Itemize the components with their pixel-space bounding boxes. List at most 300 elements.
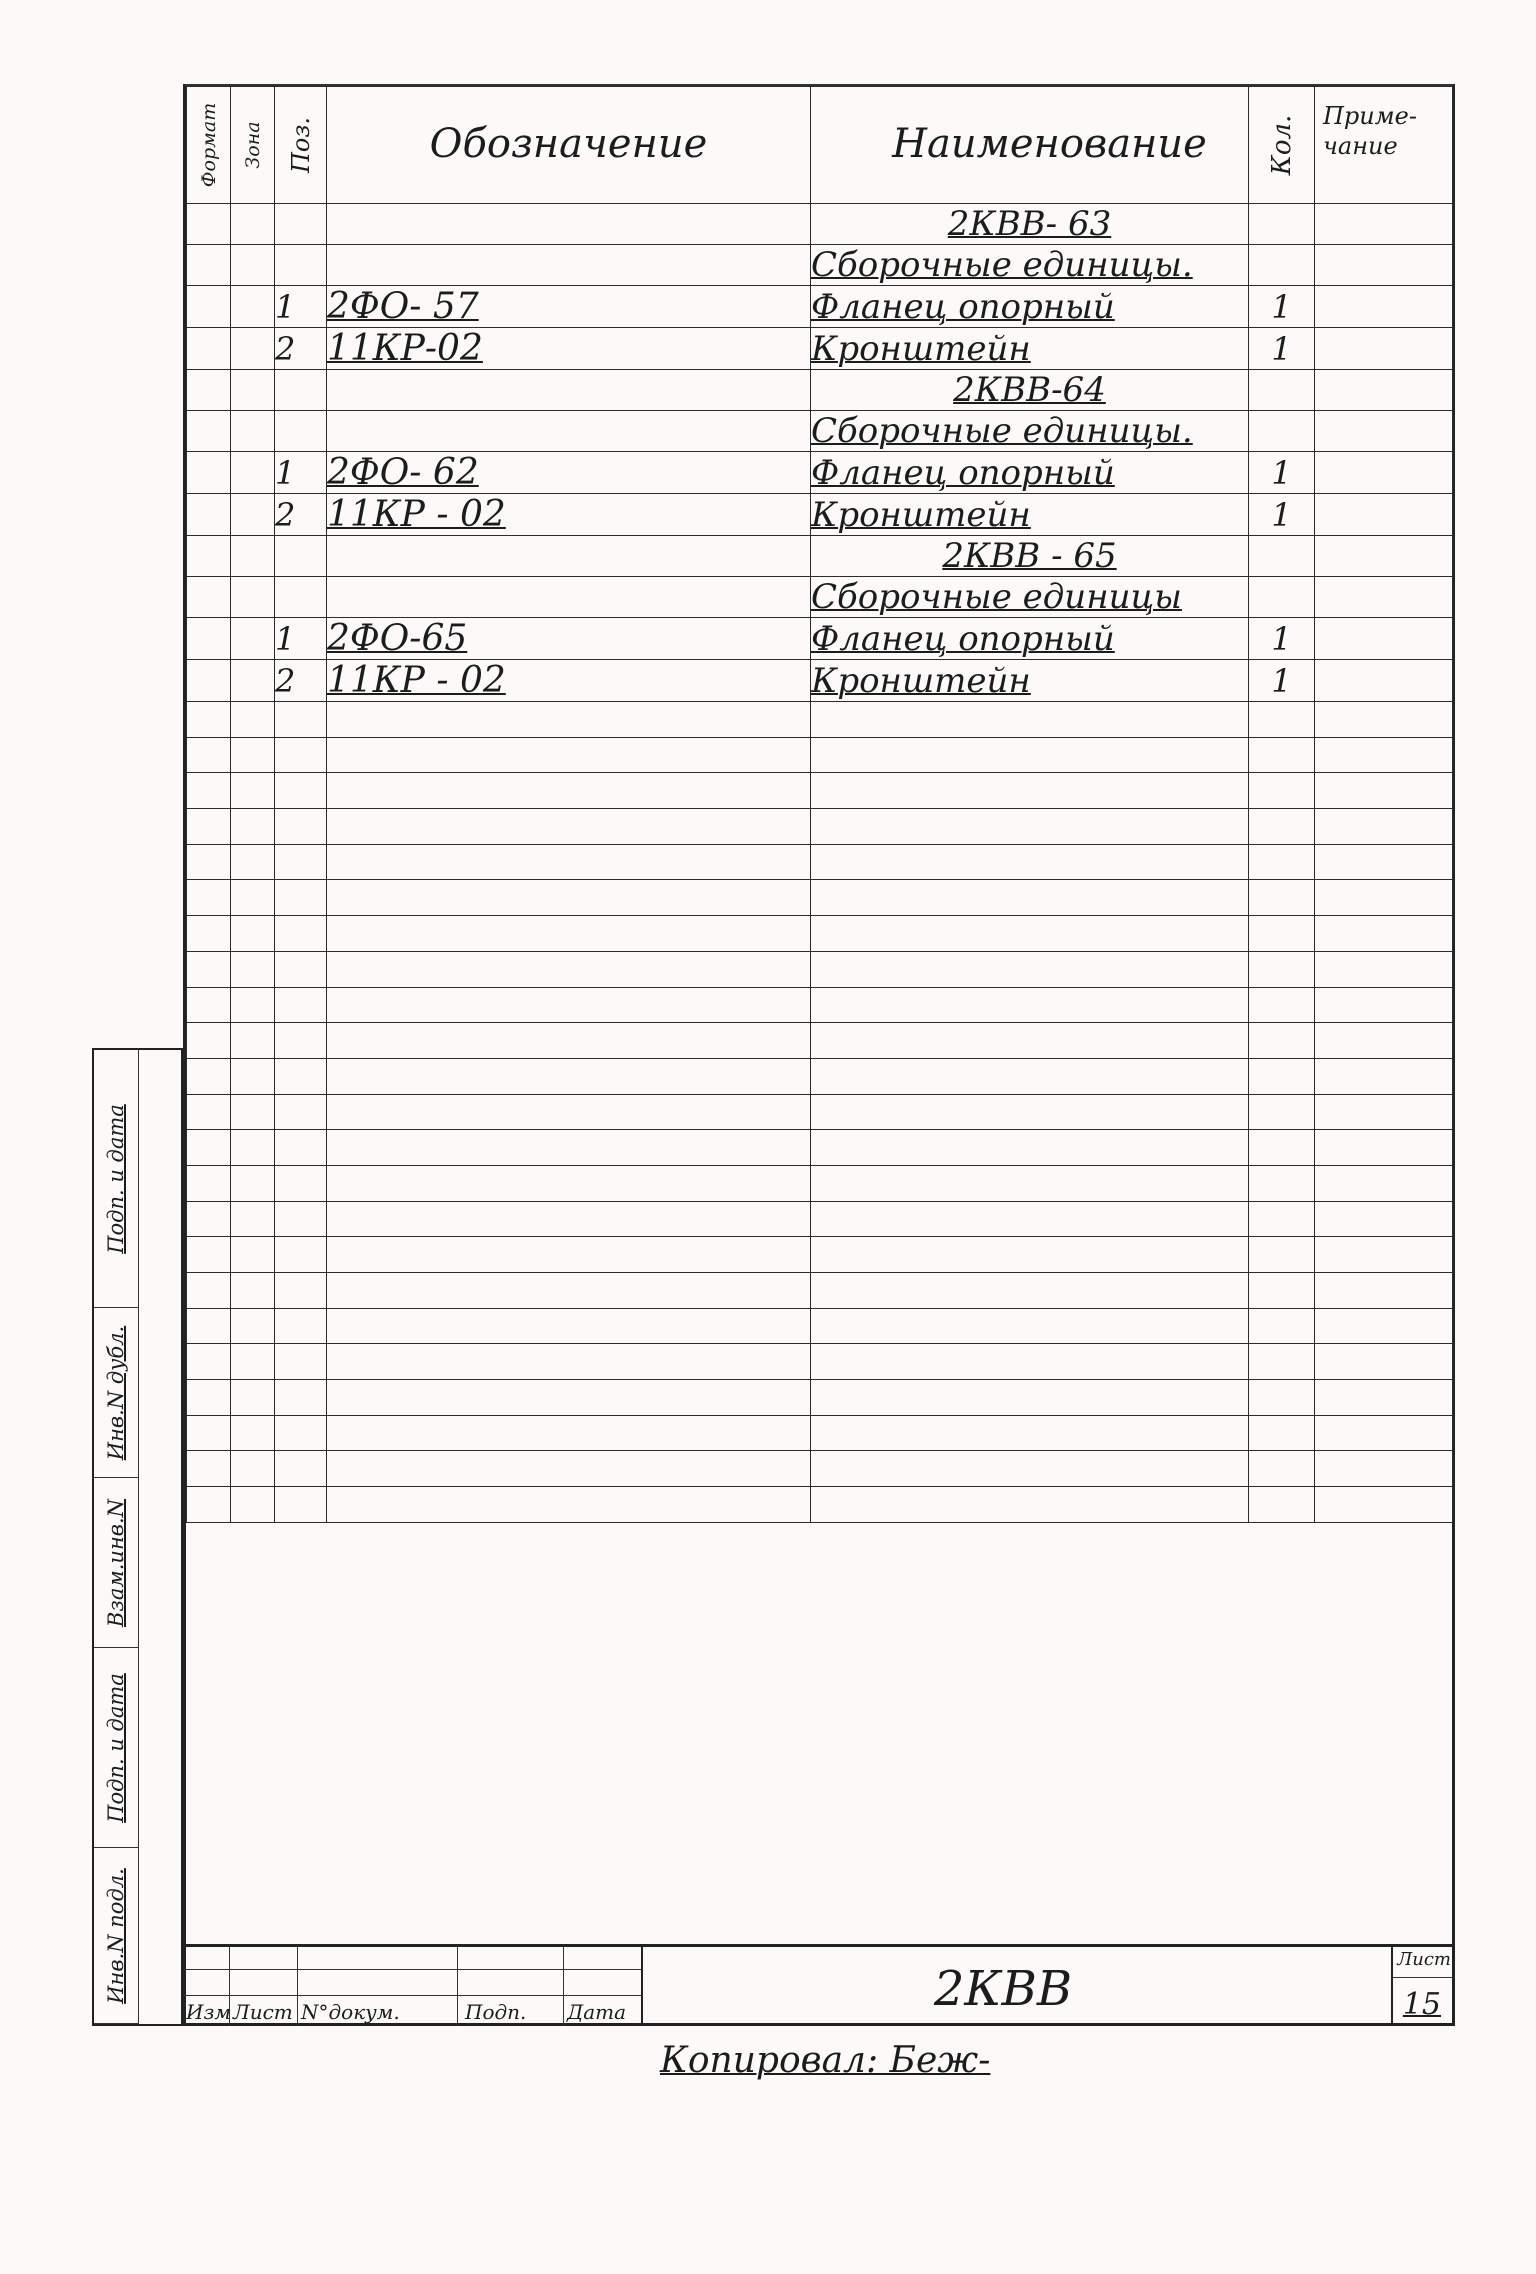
designation-cell [327, 1415, 811, 1451]
note-cell [1315, 536, 1453, 577]
zone-cell [231, 1273, 275, 1309]
qty-cell [1249, 1058, 1315, 1094]
format-cell [187, 1165, 231, 1201]
zone-cell [231, 916, 275, 952]
format-cell [187, 245, 231, 286]
format-cell [187, 880, 231, 916]
table-header-row [187, 87, 1453, 204]
zone-cell [231, 370, 275, 411]
format-cell [187, 1058, 231, 1094]
note-cell [1315, 1415, 1453, 1451]
name-cell [811, 987, 1249, 1023]
qty-cell [1249, 987, 1315, 1023]
sheet-number: 15 [1402, 1987, 1441, 2022]
zone-cell [231, 1130, 275, 1166]
pos-cell [275, 370, 327, 411]
pos-cell [275, 1130, 327, 1166]
format-cell [187, 660, 231, 702]
format-cell [187, 1344, 231, 1380]
zone-cell [231, 987, 275, 1023]
table-row [187, 702, 1453, 738]
name-cell [811, 880, 1249, 916]
note-cell [1315, 577, 1453, 618]
name-cell: Кронштейн [811, 328, 1249, 370]
designation-cell: 11КР-02 [327, 328, 811, 370]
designation-cell [327, 1237, 811, 1273]
pos-cell [275, 1344, 327, 1380]
table-row [187, 1130, 1453, 1166]
table-row [187, 411, 1453, 452]
name-cell: 2КВВ - 65 [811, 536, 1249, 577]
qty-cell [1249, 1201, 1315, 1237]
header-format: Формат [187, 87, 231, 204]
qty-cell: 1 [1249, 494, 1315, 536]
zone-cell [231, 494, 275, 536]
format-cell [187, 411, 231, 452]
note-cell [1315, 245, 1453, 286]
pos-cell [275, 773, 327, 809]
table-row [187, 204, 1453, 245]
zone-cell [231, 773, 275, 809]
table-row [187, 245, 1453, 286]
designation-cell [327, 1094, 811, 1130]
zone-cell [231, 951, 275, 987]
pos-cell: 2 [275, 660, 327, 702]
qty-cell [1249, 1487, 1315, 1523]
pos-cell [275, 1058, 327, 1094]
table-row [187, 1308, 1453, 1344]
qty-cell [1249, 1415, 1315, 1451]
qty-cell [1249, 1380, 1315, 1416]
table-row [187, 737, 1453, 773]
table-row [187, 1344, 1453, 1380]
designation-cell [327, 702, 811, 738]
strip-label: Подп. и дата [104, 1672, 128, 1823]
designation-cell [327, 916, 811, 952]
name-cell [811, 809, 1249, 845]
note-cell [1315, 880, 1453, 916]
note-cell [1315, 1451, 1453, 1487]
zone-cell [231, 204, 275, 245]
strip-label: Инв.N дубл. [104, 1325, 128, 1460]
pos-cell: 2 [275, 328, 327, 370]
format-cell [187, 452, 231, 494]
note-cell [1315, 1273, 1453, 1309]
zone-cell [231, 1380, 275, 1416]
note-cell [1315, 494, 1453, 536]
zone-cell [231, 702, 275, 738]
zone-cell [231, 1165, 275, 1201]
table-row [187, 951, 1453, 987]
format-cell [187, 809, 231, 845]
note-cell [1315, 618, 1453, 660]
label-doc-number: N°докум. [301, 2000, 400, 2024]
name-cell: Кронштейн [811, 660, 1249, 702]
note-cell [1315, 1344, 1453, 1380]
designation-cell [327, 987, 811, 1023]
designation-cell [327, 773, 811, 809]
note-cell [1315, 1380, 1453, 1416]
name-cell [811, 1130, 1249, 1166]
designation-cell: 11КР - 02 [327, 660, 811, 702]
pos-cell: 1 [275, 286, 327, 328]
specification-sheet [183, 84, 1455, 2026]
note-cell [1315, 951, 1453, 987]
qty-cell [1249, 1273, 1315, 1309]
name-cell: 2КВВ-64 [811, 370, 1249, 411]
format-cell [187, 1237, 231, 1273]
designation-cell [327, 577, 811, 618]
name-cell [811, 1058, 1249, 1094]
zone-cell [231, 660, 275, 702]
format-cell [187, 370, 231, 411]
note-cell [1315, 1130, 1453, 1166]
qty-cell [1249, 411, 1315, 452]
sheet-number-box [1391, 1947, 1455, 2026]
format-cell [187, 1094, 231, 1130]
note-cell [1315, 411, 1453, 452]
table-row [187, 1451, 1453, 1487]
document-code: 2КВВ [933, 1961, 1073, 2017]
note-cell [1315, 916, 1453, 952]
qty-cell [1249, 1023, 1315, 1059]
header-designation: Обозначение [327, 87, 811, 204]
pos-cell: 1 [275, 618, 327, 660]
strip-label: Инв.N подл. [104, 1867, 128, 2004]
table-row [187, 328, 1453, 370]
format-cell [187, 1415, 231, 1451]
header-pos: Поз. [275, 87, 327, 204]
qty-cell [1249, 1308, 1315, 1344]
designation-cell: 2ФО- 57 [327, 286, 811, 328]
pos-cell [275, 809, 327, 845]
format-cell [187, 1130, 231, 1166]
zone-cell [231, 1308, 275, 1344]
format-cell [187, 1023, 231, 1059]
name-cell: Кронштейн [811, 494, 1249, 536]
pos-cell [275, 951, 327, 987]
strip-field [94, 1478, 138, 1648]
zone-cell [231, 1237, 275, 1273]
strip-label: Подп. и дата [104, 1103, 128, 1254]
pos-cell [275, 916, 327, 952]
format-cell [187, 1308, 231, 1344]
designation-cell [327, 1380, 811, 1416]
designation-cell [327, 1130, 811, 1166]
strip-label: Взам.инв.N [104, 1498, 128, 1627]
strip-field [94, 1648, 138, 1848]
format-cell [187, 536, 231, 577]
name-cell [811, 737, 1249, 773]
qty-cell [1249, 916, 1315, 952]
zone-cell [231, 1344, 275, 1380]
designation-cell [327, 880, 811, 916]
label-change: Изм [186, 2000, 231, 2024]
table-row [187, 452, 1453, 494]
zone-cell [231, 536, 275, 577]
side-stamp-strip [92, 1048, 183, 2026]
pos-cell [275, 1273, 327, 1309]
table-row [187, 1487, 1453, 1523]
zone-cell [231, 245, 275, 286]
zone-cell [231, 809, 275, 845]
designation-cell [327, 737, 811, 773]
format-cell [187, 286, 231, 328]
table-row [187, 1201, 1453, 1237]
pos-cell [275, 1451, 327, 1487]
pos-cell [275, 844, 327, 880]
name-cell: Сборочные единицы. [811, 411, 1249, 452]
table-row [187, 1058, 1453, 1094]
qty-cell: 1 [1249, 660, 1315, 702]
header-zone: Зона [231, 87, 275, 204]
note-cell [1315, 370, 1453, 411]
designation-cell: 2ФО- 62 [327, 452, 811, 494]
format-cell [187, 702, 231, 738]
strip-field [94, 1050, 138, 1308]
specification-table [186, 86, 1453, 1523]
qty-cell [1249, 204, 1315, 245]
name-cell [811, 1023, 1249, 1059]
table-row [187, 1023, 1453, 1059]
designation-cell [327, 1201, 811, 1237]
qty-cell [1249, 1451, 1315, 1487]
format-cell [187, 773, 231, 809]
pos-cell [275, 204, 327, 245]
table-row [187, 1165, 1453, 1201]
format-cell [187, 328, 231, 370]
format-cell [187, 737, 231, 773]
zone-cell [231, 1415, 275, 1451]
designation-cell [327, 1165, 811, 1201]
name-cell [811, 844, 1249, 880]
pos-cell [275, 1094, 327, 1130]
title-block [183, 1944, 1455, 2026]
zone-cell [231, 618, 275, 660]
pos-cell [275, 245, 327, 286]
format-cell [187, 916, 231, 952]
designation-cell [327, 370, 811, 411]
name-cell [811, 773, 1249, 809]
pos-cell [275, 411, 327, 452]
designation-cell [327, 536, 811, 577]
note-cell [1315, 1023, 1453, 1059]
format-cell [187, 951, 231, 987]
table-row [187, 916, 1453, 952]
designation-cell [327, 1023, 811, 1059]
qty-cell [1249, 737, 1315, 773]
table-row [187, 1380, 1453, 1416]
note-cell [1315, 452, 1453, 494]
designation-cell [327, 1451, 811, 1487]
name-cell [811, 1344, 1249, 1380]
qty-cell: 1 [1249, 328, 1315, 370]
format-cell [187, 494, 231, 536]
pos-cell: 1 [275, 452, 327, 494]
qty-cell [1249, 880, 1315, 916]
pos-cell [275, 1415, 327, 1451]
qty-cell: 1 [1249, 452, 1315, 494]
label-sheet: Лист [233, 2000, 293, 2024]
note-cell [1315, 702, 1453, 738]
pos-cell [275, 987, 327, 1023]
table-row [187, 1273, 1453, 1309]
table-row [187, 1094, 1453, 1130]
format-cell [187, 204, 231, 245]
qty-cell [1249, 844, 1315, 880]
pos-cell [275, 1308, 327, 1344]
pos-cell [275, 1201, 327, 1237]
designation-cell [327, 411, 811, 452]
format-cell [187, 844, 231, 880]
copied-by-note: Копировал: Беж- [660, 2040, 991, 2081]
note-cell [1315, 328, 1453, 370]
name-cell [811, 702, 1249, 738]
pos-cell [275, 1165, 327, 1201]
name-cell [811, 916, 1249, 952]
label-date: Дата [567, 2000, 627, 2024]
pos-cell [275, 1380, 327, 1416]
name-cell [811, 1308, 1249, 1344]
name-cell [811, 1273, 1249, 1309]
note-cell [1315, 1165, 1453, 1201]
note-cell [1315, 1237, 1453, 1273]
zone-cell [231, 1094, 275, 1130]
pos-cell: 2 [275, 494, 327, 536]
name-cell: 2КВВ- 63 [811, 204, 1249, 245]
label-signature: Подп. [465, 2000, 527, 2024]
designation-cell: 2ФО-65 [327, 618, 811, 660]
pos-cell [275, 536, 327, 577]
qty-cell [1249, 536, 1315, 577]
header-note: Приме- чание [1315, 87, 1453, 204]
name-cell: Фланец опорный [811, 618, 1249, 660]
name-cell: Сборочные единицы. [811, 245, 1249, 286]
zone-cell [231, 1487, 275, 1523]
qty-cell [1249, 1344, 1315, 1380]
pos-cell [275, 880, 327, 916]
table-row [187, 660, 1453, 702]
designation-cell [327, 1487, 811, 1523]
note-cell [1315, 1487, 1453, 1523]
name-cell [811, 1094, 1249, 1130]
qty-cell [1249, 370, 1315, 411]
header-name: Наименование [811, 87, 1249, 204]
note-cell [1315, 773, 1453, 809]
format-cell [187, 1487, 231, 1523]
zone-cell [231, 1058, 275, 1094]
designation-cell [327, 809, 811, 845]
name-cell [811, 1415, 1249, 1451]
table-row [187, 773, 1453, 809]
format-cell [187, 618, 231, 660]
name-cell [811, 1451, 1249, 1487]
table-body [187, 204, 1453, 1523]
name-cell [811, 1201, 1249, 1237]
qty-cell [1249, 702, 1315, 738]
qty-cell: 1 [1249, 286, 1315, 328]
name-cell: Сборочные единицы [811, 577, 1249, 618]
zone-cell [231, 1201, 275, 1237]
qty-cell [1249, 809, 1315, 845]
name-cell: Фланец опорный [811, 286, 1249, 328]
table-row [187, 1237, 1453, 1273]
format-cell [187, 1380, 231, 1416]
note-cell [1315, 1201, 1453, 1237]
zone-cell [231, 1451, 275, 1487]
table-row [187, 880, 1453, 916]
name-cell [811, 951, 1249, 987]
table-row [187, 370, 1453, 411]
name-cell [811, 1487, 1249, 1523]
table-row [187, 536, 1453, 577]
revision-grid [183, 1947, 643, 2026]
qty-cell [1249, 951, 1315, 987]
note-cell [1315, 286, 1453, 328]
format-cell [187, 1201, 231, 1237]
name-cell [811, 1237, 1249, 1273]
zone-cell [231, 737, 275, 773]
qty-cell [1249, 245, 1315, 286]
pos-cell [275, 702, 327, 738]
qty-cell [1249, 773, 1315, 809]
qty-cell [1249, 1094, 1315, 1130]
table-row [187, 494, 1453, 536]
qty-cell [1249, 577, 1315, 618]
zone-cell [231, 452, 275, 494]
table-row [187, 577, 1453, 618]
strip-field [94, 1308, 138, 1478]
format-cell [187, 577, 231, 618]
qty-cell [1249, 1237, 1315, 1273]
qty-cell: 1 [1249, 618, 1315, 660]
note-cell [1315, 1094, 1453, 1130]
format-cell [187, 1451, 231, 1487]
note-cell [1315, 204, 1453, 245]
name-cell [811, 1165, 1249, 1201]
table-row [187, 844, 1453, 880]
zone-cell [231, 577, 275, 618]
zone-cell [231, 880, 275, 916]
pos-cell [275, 1023, 327, 1059]
qty-cell [1249, 1130, 1315, 1166]
zone-cell [231, 286, 275, 328]
note-cell [1315, 987, 1453, 1023]
designation-cell [327, 951, 811, 987]
format-cell [187, 987, 231, 1023]
zone-cell [231, 1023, 275, 1059]
designation-cell [327, 1058, 811, 1094]
zone-cell [231, 411, 275, 452]
note-cell [1315, 1058, 1453, 1094]
name-cell [811, 1380, 1249, 1416]
designation-cell [327, 1273, 811, 1309]
qty-cell [1249, 1165, 1315, 1201]
pos-cell [275, 737, 327, 773]
name-cell: Фланец опорный [811, 452, 1249, 494]
designation-cell [327, 204, 811, 245]
header-qty: Кол. [1249, 87, 1315, 204]
note-cell [1315, 660, 1453, 702]
pos-cell [275, 577, 327, 618]
strip-field [94, 1848, 138, 2024]
designation-cell [327, 1344, 811, 1380]
pos-cell [275, 1487, 327, 1523]
zone-cell [231, 328, 275, 370]
designation-cell [327, 245, 811, 286]
note-cell [1315, 737, 1453, 773]
table-row [187, 1415, 1453, 1451]
